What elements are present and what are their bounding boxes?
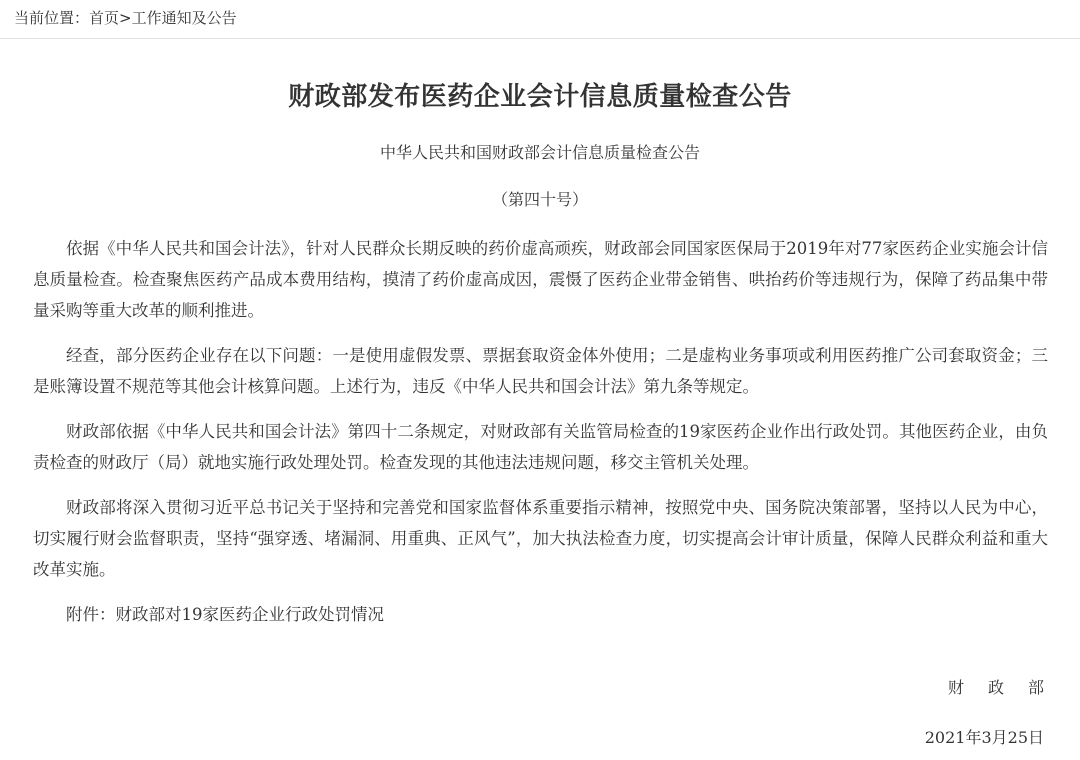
article-paragraph: 依据《中华人民共和国会计法》，针对人民群众长期反映的药价虚高顽疾，财政部会同国家医保局于2019年对77家医药企业实施会计信息质量检查。检查聚焦医药产品成本费用结构，摸清了药价虚高成因，震慑了医药企业带金销售、哄抬药价等违规行为，保障了药品集中带量采购等重大改革的顺利推进。	[33, 239, 1048, 320]
breadcrumb-home-link[interactable]: 首页	[89, 9, 120, 27]
breadcrumb-separator: >	[119, 9, 132, 27]
signature: 财政部	[947, 678, 1068, 697]
attachment-note: 附件：财政部对19家医药企业行政处罚情况	[66, 605, 384, 624]
breadcrumb-label: 当前位置：	[14, 9, 90, 27]
publish-date: 2021年3月25日	[924, 728, 1044, 747]
breadcrumb-current-link[interactable]: 工作通知及公告	[131, 9, 237, 27]
breadcrumb	[14, 7, 237, 28]
page-title: 财政部发布医药企业会计信息质量检查公告	[288, 82, 792, 112]
article-paragraph: 财政部依据《中华人民共和国会计法》第四十二条规定，对财政部有关监管局检查的19家医药企业作出行政处罚。其他医药企业，由负责检查的财政厅（局）就地实施行政处理处罚。检查发现的其他违法违规问题，移交主管机关处理。	[33, 422, 1048, 472]
announcement-subtitle: 中华人民共和国财政部会计信息质量检查公告	[379, 143, 700, 162]
article-paragraph: 财政部将深入贯彻习近平总书记关于坚持和完善党和国家监督体系重要指示精神，按照党中央、国务院决策部署，坚持以人民为中心，切实履行财会监督职责，坚持“强穿透、堵漏洞、用重典、正风气”，加大执法检查力度，切实提高会计审计质量，保障人民群众利益和重大改革实施。	[33, 498, 1048, 579]
article-paragraph: 经查，部分医药企业存在以下问题：一是使用虚假发票、票据套取资金体外使用；二是虚构业务事项或利用医药推广公司套取资金；三是账簿设置不规范等其他会计核算问题。上述行为，违反《中华人民共和国会计法》第九条等规定。	[33, 346, 1048, 396]
article-body	[33, 233, 1048, 644]
header-divider	[0, 38, 1080, 39]
announcement-number: （第四十号）	[491, 190, 588, 209]
